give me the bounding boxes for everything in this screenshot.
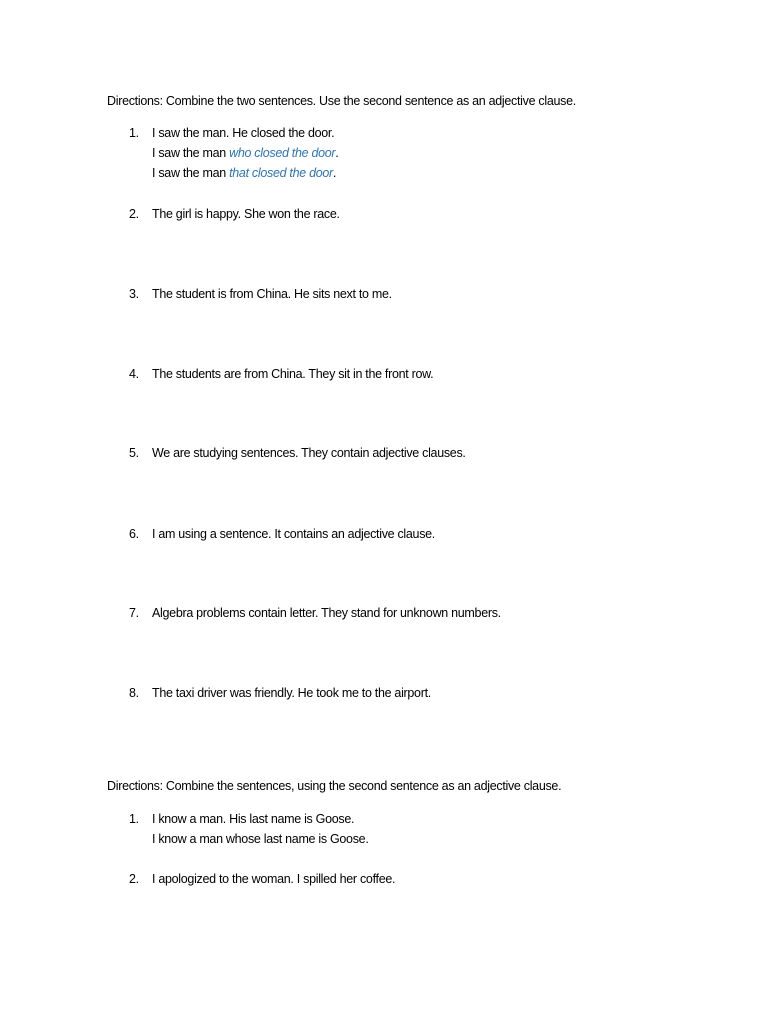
item-body (152, 123, 338, 183)
item-sentence: Algebra problems contain letter. They stand for unknown numbers. (152, 606, 501, 620)
item-answer: I know a man whose last name is Goose. (152, 832, 369, 846)
answer-suffix: . (335, 146, 339, 160)
item-body (152, 204, 340, 224)
section1-directions: Directions: Combine the two sentences. Use the second sentence as an adjective clause. (107, 94, 576, 108)
item-number: 5. (129, 446, 139, 460)
item-number: 3. (129, 287, 139, 301)
item-number: 6. (129, 527, 139, 541)
item-number: 4. (129, 367, 139, 381)
item-body (152, 364, 433, 384)
item-number: 1. (129, 126, 139, 140)
item-body (152, 809, 369, 849)
item-sentence: We are studying sentences. They contain adjective clauses. (152, 446, 466, 460)
item-number: 1. (129, 812, 139, 826)
answer-prefix: I saw the man (152, 146, 230, 160)
item-number: 7. (129, 606, 139, 620)
item-sentence: The student is from China. He sits next to me. (152, 287, 392, 301)
item-number: 2. (129, 872, 139, 886)
section2-directions: Directions: Combine the sentences, using the second sentence as an adjective clause. (107, 779, 562, 793)
answer-clause: that closed the door (229, 166, 333, 180)
item-sentence: I saw the man. He closed the door. (152, 126, 335, 140)
item-body (152, 443, 466, 463)
item-sentence: The students are from China. They sit in the front row. (152, 367, 434, 381)
answer-suffix: . (332, 166, 337, 180)
item-sentence: The taxi driver was friendly. He took me to the airport. (152, 686, 431, 700)
answer-line-who (152, 143, 338, 163)
item-number: 8. (129, 686, 139, 700)
item-number: 2. (129, 207, 139, 221)
item-body (152, 683, 431, 703)
answer-clause: who closed the door (229, 146, 336, 160)
answer-line-that (152, 163, 338, 183)
item-body (152, 284, 392, 304)
item-sentence: I know a man. His last name is Goose. (152, 812, 355, 826)
item-body (152, 524, 435, 544)
item-sentence: The girl is happy. She won the race. (152, 207, 340, 221)
item-body (152, 603, 501, 623)
item-sentence: I am using a sentence. It contains an adjective clause. (152, 527, 435, 541)
item-body (152, 869, 395, 889)
item-sentence: I apologized to the woman. I spilled her coffee. (152, 872, 396, 886)
answer-prefix: I saw the man (152, 166, 230, 180)
